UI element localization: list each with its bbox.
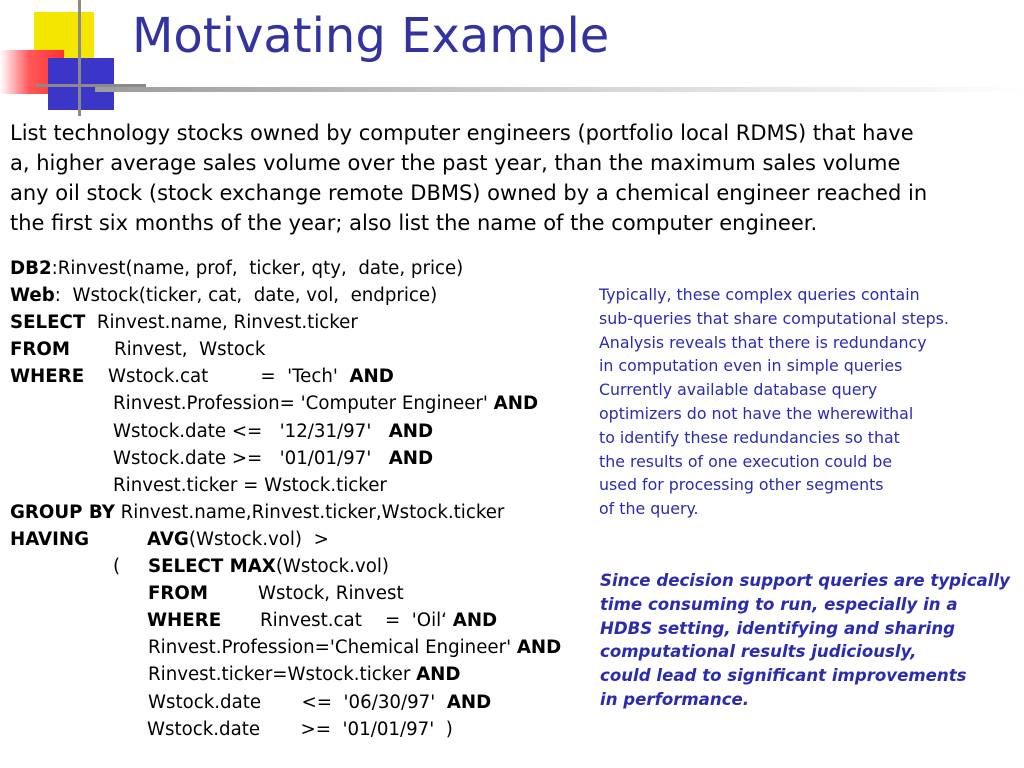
condition: Wstock.date <= '12/31/97': [113, 420, 389, 442]
condition: Rinvest.Profession= 'Computer Engineer': [113, 393, 494, 415]
sql-query-block: [10, 255, 610, 743]
db2-keyword: DB2: [10, 258, 52, 279]
and-keyword: AND: [388, 447, 434, 469]
select-max-keyword: SELECT MAX: [148, 556, 276, 578]
web-keyword: Web: [10, 285, 55, 307]
and-keyword: AND: [493, 393, 539, 415]
web-schema: : Wstock(ticker, cat, date, vol, endprice): [54, 285, 438, 307]
slide-title: Motivating Example: [132, 8, 610, 64]
query-line-cond3: [10, 418, 610, 445]
where-condition: Wstock.cat = 'Tech': [108, 366, 350, 388]
note-line: Typically, these complex queries contain: [599, 285, 920, 304]
note-line: sub-queries that share computational steps.: [599, 308, 949, 328]
db2-schema: :Rinvest(name, prof, ticker, qty, date, price): [51, 258, 464, 279]
query-line-subcond4: [10, 689, 610, 716]
groupby-columns: Rinvest.name,Rinvest.ticker,Wstock.ticker: [114, 501, 505, 523]
condition: Rinvest.ticker = Wstock.ticker: [113, 474, 387, 496]
having-expression: (Wstock.vol) >: [188, 528, 329, 550]
condition: Rinvest.ticker=Wstock.ticker: [148, 664, 417, 686]
subselect-expression: (Wstock.vol): [275, 556, 389, 578]
intro-line: a, higher average sales volume over the past year, than the maximum sales volume: [10, 151, 901, 175]
condition: Wstock.date >= '01/01/97' ): [147, 718, 453, 740]
query-line-cond4: [10, 445, 610, 472]
emphasis-line: Since decision support queries are typically: [600, 571, 1010, 590]
subwhere-condition: Rinvest.cat = 'Oil‘: [260, 610, 453, 632]
condition: Wstock.date >= '01/01/97': [113, 447, 389, 469]
note-line: to identify these redundancies so that: [599, 427, 900, 447]
query-line-web: [10, 282, 610, 309]
intro-line: List technology stocks owned by computer engineers (portfolio local RDMS) that have: [10, 121, 914, 145]
query-line-db2: [10, 255, 610, 282]
intro-paragraph: [10, 118, 1014, 238]
query-line-subwhere: [10, 607, 610, 634]
query-line-subcond3: [10, 661, 610, 688]
from-tables: Rinvest, Wstock: [114, 339, 266, 361]
query-line-subcond2: [10, 634, 610, 661]
query-line-having: [10, 526, 610, 553]
query-line-cond2: [10, 390, 610, 417]
query-line-where: [10, 363, 610, 390]
condition: Rinvest.Profession='Chemical Engineer': [148, 637, 517, 659]
and-keyword: AND: [452, 610, 498, 632]
query-line-from: [10, 336, 610, 363]
from-keyword: FROM: [10, 339, 70, 361]
and-keyword: AND: [388, 420, 434, 442]
and-keyword: AND: [516, 637, 562, 659]
open-paren: (: [113, 556, 121, 578]
side-note: [599, 283, 1019, 521]
query-line-groupby: [10, 499, 610, 526]
and-keyword: AND: [349, 366, 394, 388]
avg-keyword: AVG: [147, 528, 189, 550]
query-line-subselect: [10, 553, 610, 580]
emphasis-note: [600, 569, 1024, 712]
intro-line: any oil stock (stock exchange remote DBMS) owned by a chemical engineer reached in: [10, 181, 928, 205]
and-keyword: AND: [446, 691, 492, 713]
and-keyword: AND: [416, 664, 461, 686]
query-line-subcond5: [10, 716, 610, 743]
note-line: optimizers do not have the wherewithal: [599, 403, 914, 423]
intro-line: the first six months of the year; also list the name of the computer engineer.: [10, 211, 818, 235]
note-line: used for processing other segments: [599, 475, 884, 495]
note-line: Analysis reveals that there is redundancy: [599, 332, 927, 352]
note-line: the results of one execution could be: [599, 451, 893, 471]
query-line-cond5: [10, 472, 610, 499]
from-keyword: FROM: [148, 583, 208, 605]
deco-vertical-line: [78, 0, 81, 116]
query-line-select: [10, 309, 610, 336]
subfrom-tables: Wstock, Rinvest: [258, 583, 404, 605]
emphasis-line: time consuming to run, especially in a: [600, 594, 958, 614]
where-keyword: WHERE: [147, 610, 222, 632]
note-line: Currently available database query: [599, 380, 878, 400]
condition: Wstock.date <= '06/30/97': [148, 691, 447, 713]
groupby-keyword: GROUP BY: [10, 501, 115, 523]
emphasis-line: HDBS setting, identifying and sharing: [600, 618, 956, 638]
note-line: of the query.: [599, 499, 699, 519]
note-line: in computation even in simple queries: [599, 356, 903, 376]
having-keyword: HAVING: [10, 528, 90, 550]
query-line-subfrom: [10, 580, 610, 607]
where-keyword: WHERE: [10, 366, 85, 388]
emphasis-line: computational results judiciously,: [600, 642, 917, 662]
emphasis-line: could lead to significant improvements: [600, 666, 967, 686]
emphasis-line: in performance.: [600, 689, 750, 709]
select-columns: Rinvest.name, Rinvest.ticker: [85, 312, 358, 334]
title-underline: [95, 87, 1024, 92]
select-keyword: SELECT: [10, 312, 86, 334]
